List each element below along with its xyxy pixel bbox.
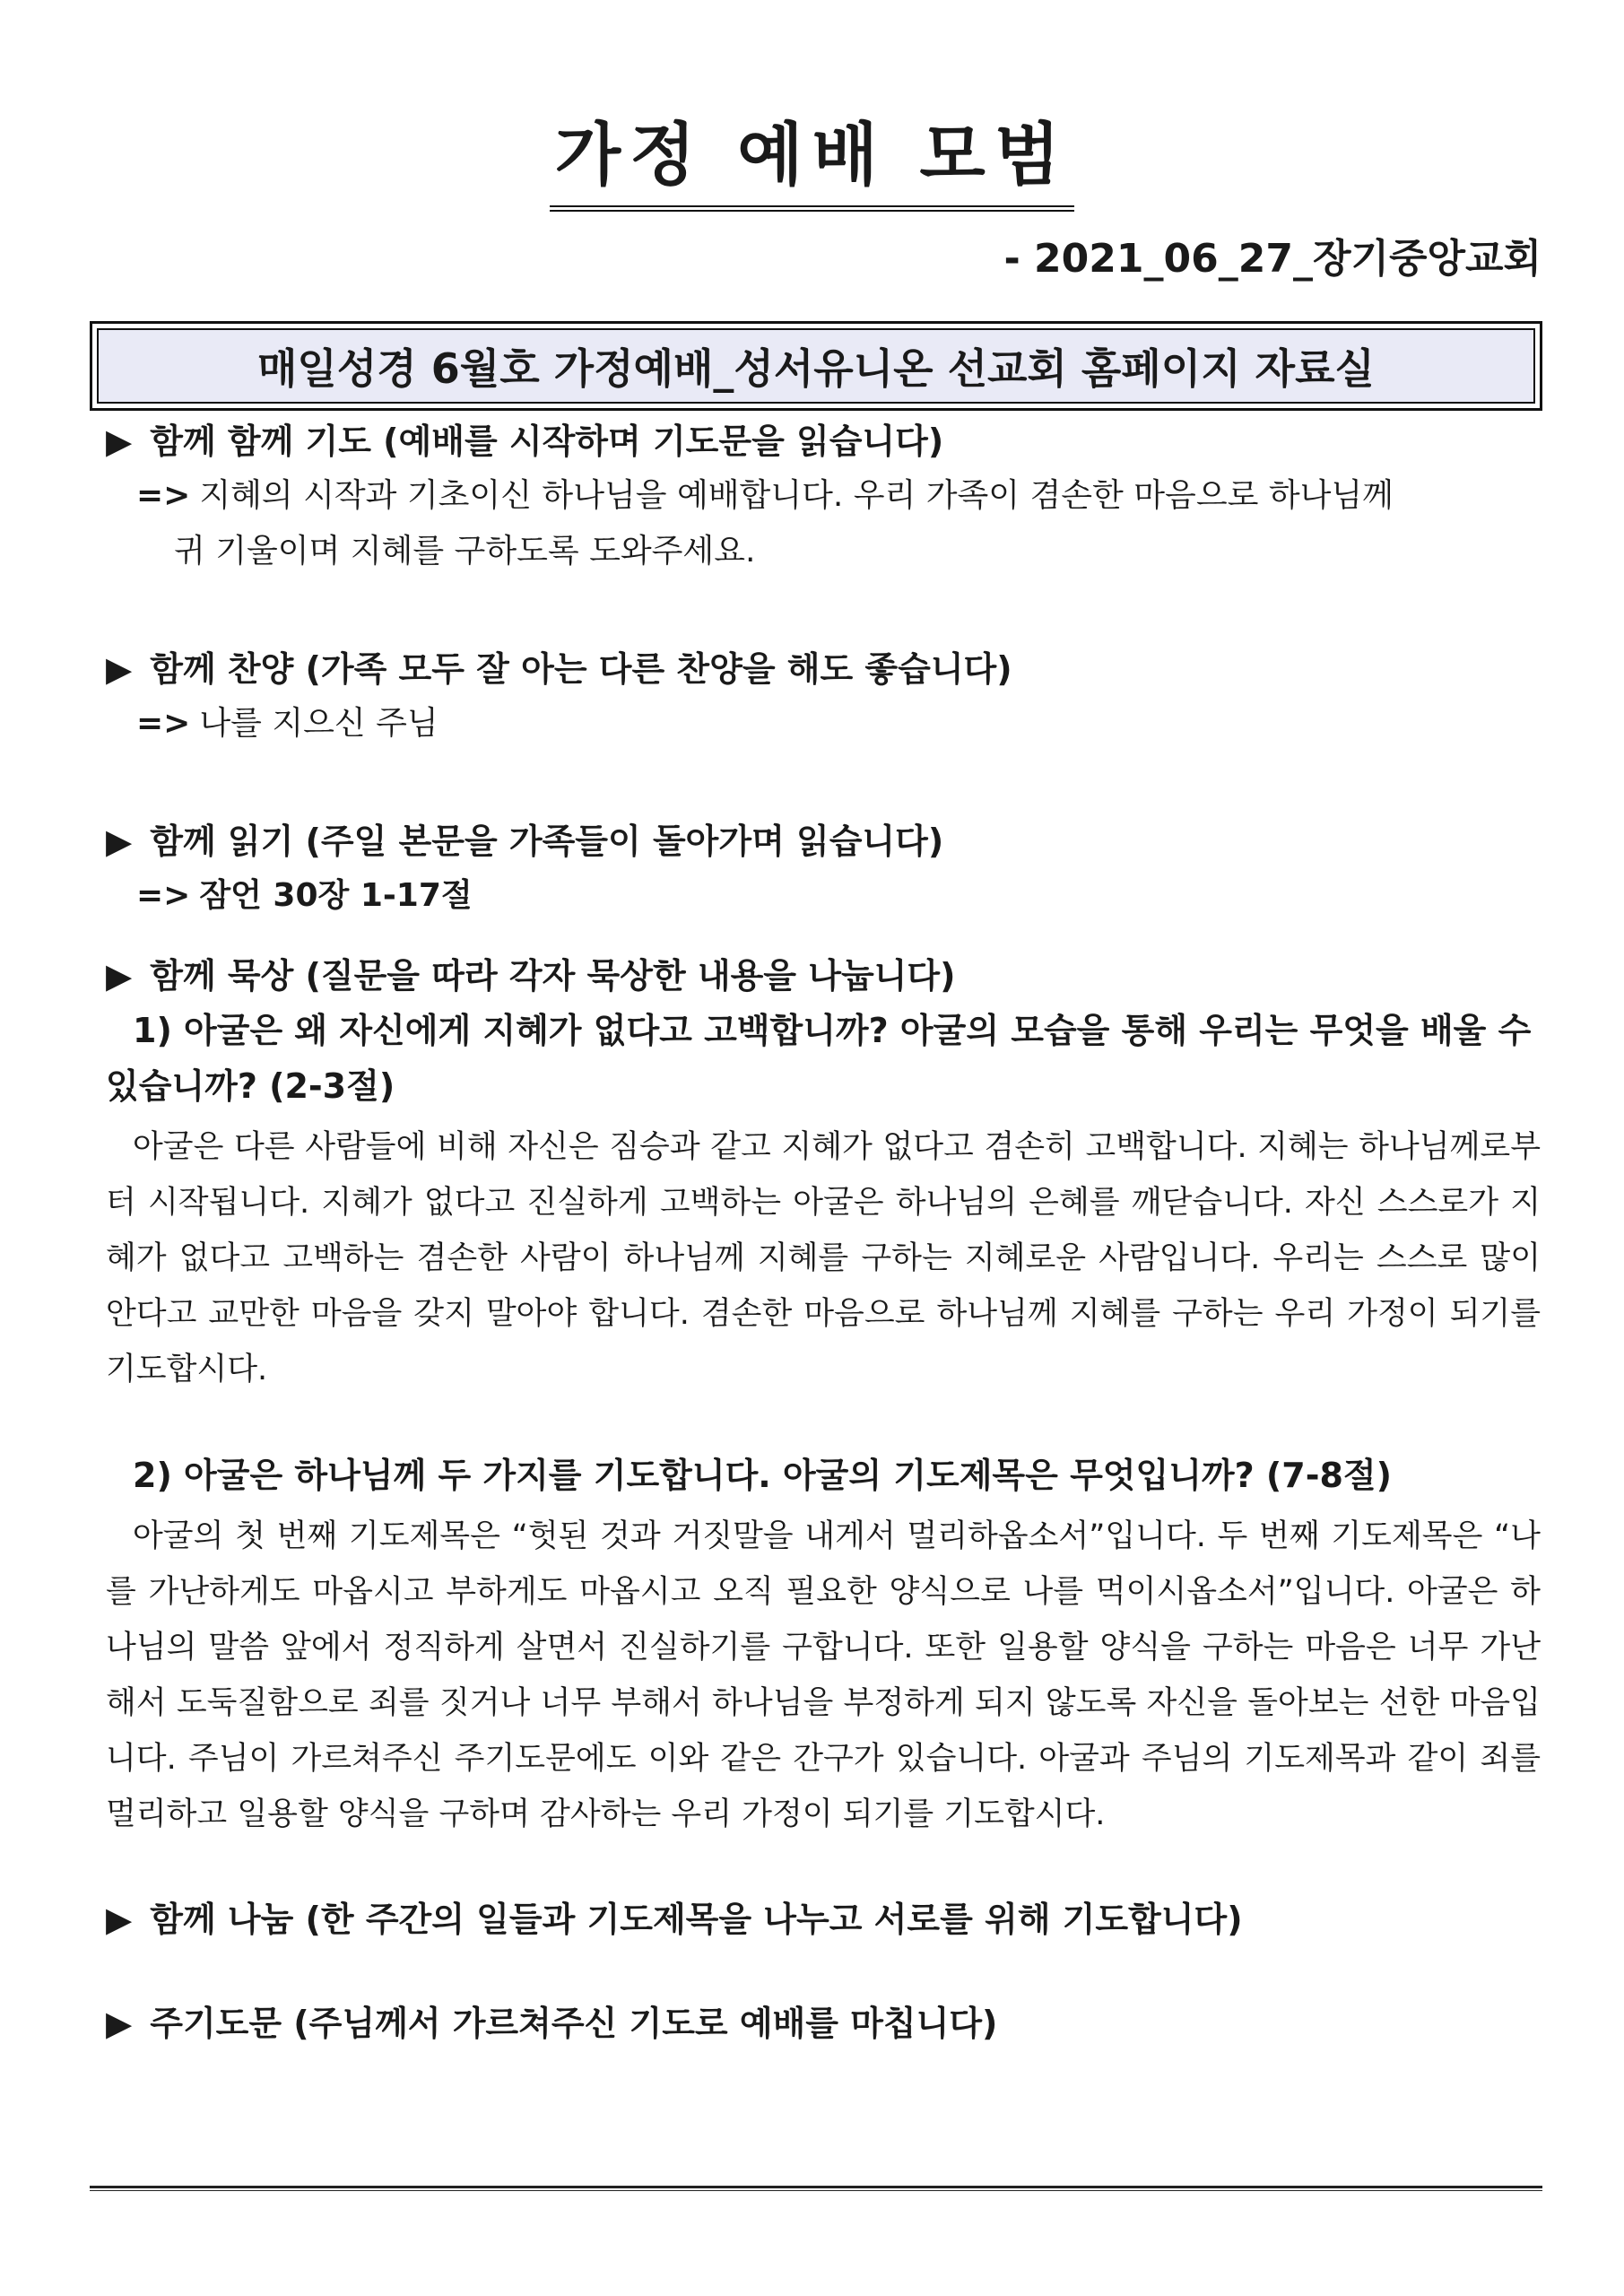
arrow-icon: =>	[136, 477, 191, 514]
section-sharing-heading	[106, 1892, 1541, 1946]
section-lords-prayer-heading	[106, 1996, 1541, 2050]
meditation-answer-1: 아굴은 다른 사람들에 비해 자신은 짐승과 같고 지혜가 없다고 겸손히 고백합니다. 지혜는 하나님께로부터 시작됩니다. 지혜가 없다고 진실하게 고백하는 아굴은 하나님의 은혜를 깨닫습니다. 자신 스스로가 지혜가 없다고 고백하는 겸손한 사람이 하나님께 지혜를 구하는 지혜로운 사람입니다. 우리는 스스로 많이 안다고 교만한 마음을 갖지 말아야 합니다. 겸손한 마음으로 하나님께 지혜를 구하는 우리 가정이 되기를 기도합시다.	[106, 1129, 1541, 1387]
arrow-icon: =>	[136, 705, 191, 742]
document-title: 가정 예배 모범	[550, 100, 1074, 212]
source-banner	[90, 321, 1542, 411]
praise-answer-line	[136, 696, 1541, 752]
triangle-bullet-icon: ▶	[106, 822, 133, 861]
section-sharing-title: 함께 나눔 (한 주간의 일들과 기도제목을 나누고 서로를 위해 기도합니다)	[150, 1900, 1243, 1939]
meditation-question-2: 2) 아굴은 하나님께 두 가지를 기도합니다. 아굴의 기도제목은 무엇입니까? (7-8절)	[133, 1456, 1392, 1495]
section-lords-prayer-title: 주기도문 (주님께서 가르쳐주신 기도로 예배를 마칩니다)	[150, 2004, 998, 2043]
arrow-icon: =>	[136, 877, 191, 914]
worship-content	[106, 414, 1541, 2050]
prayer-line-1: 지혜의 시작과 기초이신 하나님을 예배합니다. 우리 가족이 겸손한 마음으로 하나님께	[199, 477, 1394, 514]
scripture-passage: 잠언 30장 1-17절	[199, 877, 473, 914]
prayer-line-2: 귀 기울이며 지혜를 구하도록 도와주세요.	[174, 533, 756, 570]
section-praise-title: 함께 찬양 (가족 모두 잘 아는 다른 찬양을 해도 좋습니다)	[150, 649, 1012, 689]
section-meditation-heading	[106, 949, 1541, 1003]
date-church-line: - 2021_06_27_장기중앙교회	[1003, 236, 1541, 282]
section-praise-heading	[106, 642, 1541, 696]
meditation-question-1: 1) 아굴은 왜 자신에게 지혜가 없다고 고백합니까? 아굴의 모습을 통해 우리는 무엇을 배울 수 있습니까? (2-3절)	[106, 1011, 1532, 1106]
section-reading-title: 함께 읽기 (주일 본문을 가족들이 돌아가며 읽습니다)	[150, 822, 944, 861]
document-title-wrapper	[0, 100, 1624, 212]
section-meditation-title: 함께 묵상 (질문을 따라 각자 묵상한 내용을 나눕니다)	[150, 956, 956, 996]
source-banner-text: 매일성경 6월호 가정예배_성서유니온 선교회 홈페이지 자료실	[97, 328, 1535, 404]
triangle-bullet-icon: ▶	[106, 422, 133, 461]
section-reading-heading	[106, 814, 1541, 868]
triangle-bullet-icon: ▶	[106, 649, 133, 689]
triangle-bullet-icon: ▶	[106, 2004, 133, 2043]
prayer-text-line-1	[136, 468, 1541, 524]
triangle-bullet-icon: ▶	[106, 1900, 133, 1939]
triangle-bullet-icon: ▶	[106, 956, 133, 996]
bottom-divider	[90, 2186, 1542, 2191]
praise-song: 나를 지으신 주님	[199, 705, 439, 742]
section-prayer-title: 함께 함께 기도 (예배를 시작하며 기도문을 읽습니다)	[150, 422, 944, 461]
meditation-answer-2: 아굴의 첫 번째 기도제목은 “헛된 것과 거짓말을 내게서 멀리하옵소서”입니다. 두 번째 기도제목은 “나를 가난하게도 마옵시고 부하게도 마옵시고 오직 필요한 양식으로 나를 먹이시옵소서”입니다. 아굴은 하나님의 말씀 앞에서 정직하게 살면서 진실하기를 구합니다. 또한 일용할 양식을 구하는 마음은 너무 가난해서 도둑질함으로 죄를 짓거나 너무 부해서 하나님을 부정하게 되지 않도록 자신을 돌아보는 선한 마음입니다. 주님이 가르쳐주신 주기도문에도 이와 같은 간구가 있습니다. 아굴과 주님의 기도제목과 같이 죄를 멀리하고 일용할 양식을 구하며 감사하는 우리 가정이 되기를 기도합시다.	[106, 1518, 1541, 1832]
section-prayer-heading	[106, 414, 1541, 468]
reading-answer-line	[136, 868, 1541, 924]
